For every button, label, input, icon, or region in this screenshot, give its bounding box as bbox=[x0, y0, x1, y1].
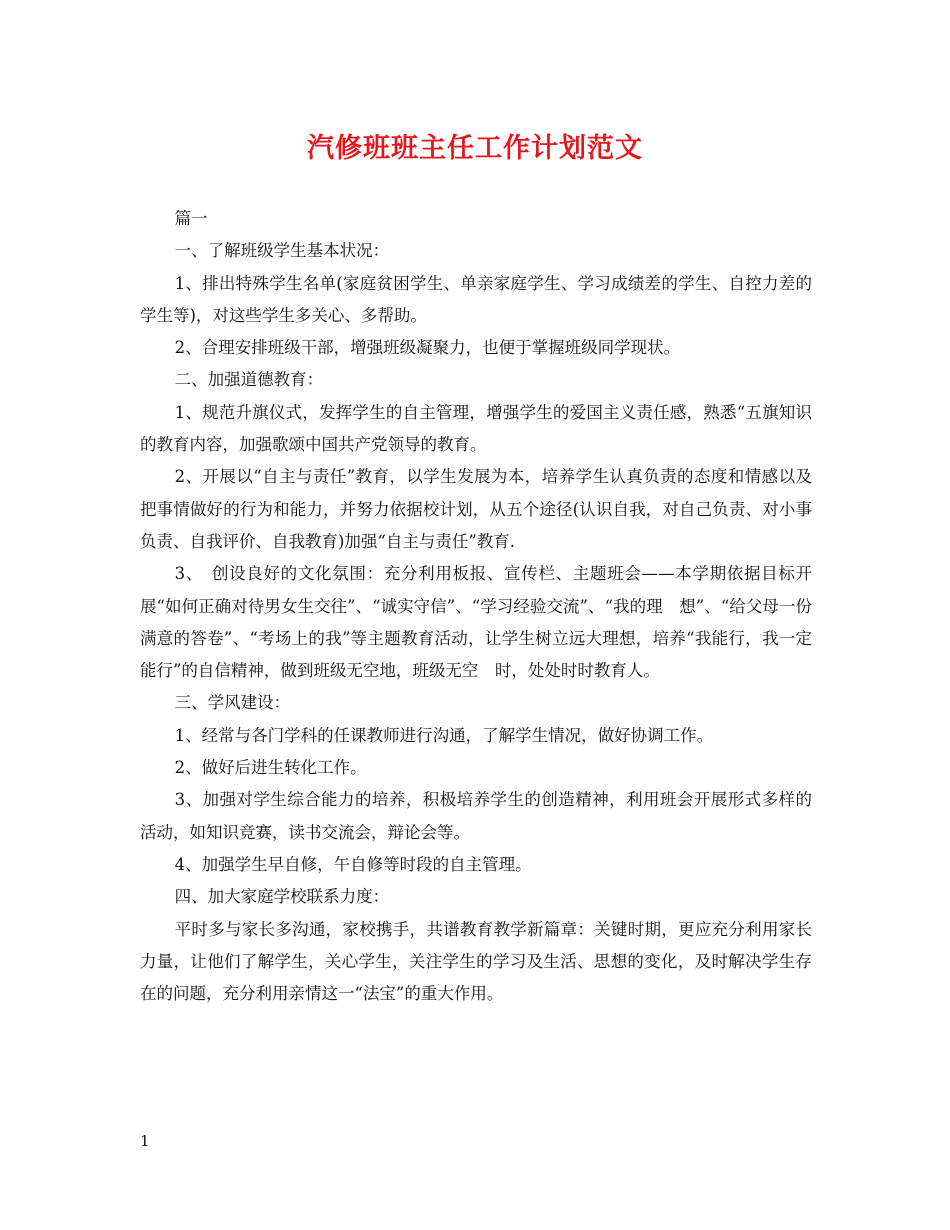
heading-1: 一、了解班级学生基本状况： bbox=[174, 241, 390, 261]
document-title: 汽修班班主任工作计划范文 bbox=[307, 133, 643, 164]
heading-3: 三、学风建设： bbox=[174, 693, 291, 713]
paragraph: 3、加强对学生综合能力的培养，积极培养学生的创造精神，利用班会开展形式多样的活动，如知识竞赛，读书交流会，辩论会等。 bbox=[140, 790, 812, 842]
heading-4: 四、加大家庭学校联系力度： bbox=[174, 887, 390, 907]
heading-2: 二、加强道德教育： bbox=[174, 370, 324, 390]
document-body bbox=[140, 203, 812, 1010]
paragraph: 1、排出特殊学生名单(家庭贫困学生、单亲家庭学生、学习成绩差的学生、自控力差的学生等)，对这些学生多关心、多帮助。 bbox=[140, 273, 812, 325]
section-label: 篇一 bbox=[174, 209, 208, 228]
paragraph: 2、开展以“自主与责任”教育，以学生发展为本，培养学生认真负责的态度和情感以及把事情做好的行为和能力，并努力依据校计划，从五个途径(认识自我，对自己负责、对小事负责、自我评价、自我教育)加强“自主与责任”教育. bbox=[140, 467, 812, 551]
paragraph: 2、做好后进生转化工作。 bbox=[174, 758, 367, 778]
paragraph: 平时多与家长多沟通，家校携手，共谱教育教学新篇章：关键时期，更应充分利用家长力量，让他们了解学生，关心学生，关注学生的学习及生活、思想的变化，及时解决学生存在的问题，充分利用亲情这一“法宝”的重大作用。 bbox=[140, 919, 812, 1004]
paragraph: 4、加强学生早自修，午自修等时段的自主管理。 bbox=[174, 854, 532, 874]
paragraph: 3、 创设良好的文化氛围：充分利用板报、宣传栏、主题班会——本学期依据目标开展“如何正确对待男女生交往”、“诚实守信”、“学习经验交流”、“我的理 想”、“给父母一份满意的答卷”、“考场上的我”等主题教育活动，让学生树立远大理想，培养“我能行，我一定能行”的自信精神，做到班级无空地，班级无空 时，处处时时教育人。 bbox=[140, 564, 812, 681]
paragraph: 1、经常与各门学科的任课教师进行沟通，了解学生情况，做好协调工作。 bbox=[174, 725, 714, 745]
paragraph: 2、合理安排班级干部，增强班级凝聚力，也便于掌握班级同学现状。 bbox=[174, 338, 681, 358]
paragraph: 1、规范升旗仪式，发挥学生的自主管理，增强学生的爱国主义责任感，熟悉“五旗知识的教育内容，加强歌颂中国共产党领导的教育。 bbox=[140, 402, 812, 455]
page-number: 1 bbox=[140, 1132, 150, 1150]
